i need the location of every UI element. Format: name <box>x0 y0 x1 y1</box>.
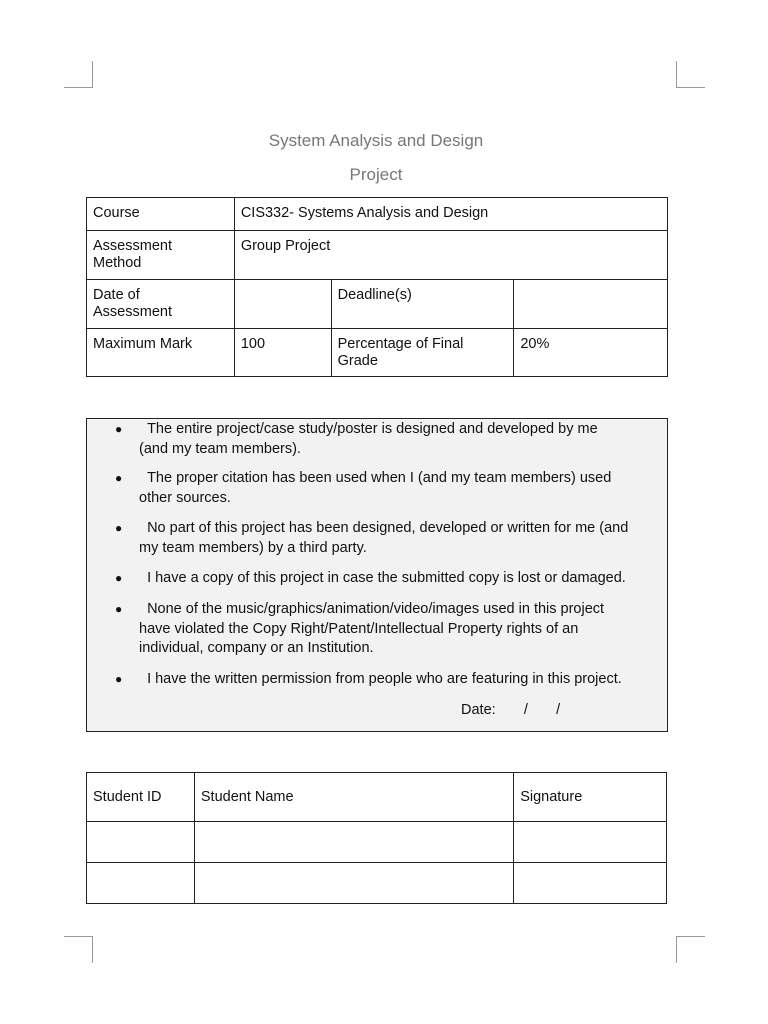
date-label-line-2: Assessment <box>93 304 172 320</box>
date-of-assessment-value[interactable] <box>234 280 331 329</box>
deadline-label: Deadline(s) <box>331 280 514 329</box>
table-row <box>87 198 668 231</box>
crop-mark-top-right <box>676 61 705 88</box>
maximum-mark-label: Maximum Mark <box>87 329 235 377</box>
bullet-icon: ● <box>115 422 123 436</box>
declaration-line: I have a copy of this project in case the submitted copy is lost or damaged. <box>147 570 626 586</box>
declaration-line: other sources. <box>139 489 231 506</box>
date-of-assessment-label <box>87 280 235 329</box>
declaration-line: The proper citation has been used when I (and my team members) used <box>147 470 612 486</box>
assessment-method-label-line-2: Method <box>93 255 142 271</box>
bullet-icon: ● <box>115 571 123 585</box>
table-row <box>87 329 668 377</box>
student-id-cell[interactable] <box>87 822 195 863</box>
table-row <box>87 863 667 904</box>
declaration-line: No part of this project has been designed, developed or written for me (and <box>147 520 629 536</box>
percentage-label <box>331 329 514 377</box>
declaration-box <box>86 418 668 732</box>
signature-header: Signature <box>514 773 667 822</box>
percentage-label-line-1: Percentage of Final <box>337 336 464 352</box>
course-value: CIS332- Systems Analysis and Design <box>234 198 667 231</box>
declaration-line: have violated the Copy Right/Patent/Intellectual Property rights of an <box>139 620 579 637</box>
document-title: System Analysis and Design <box>268 131 484 150</box>
bullet-icon: ● <box>115 471 123 485</box>
students-table <box>86 772 667 904</box>
assessment-method-value: Group Project <box>234 231 667 280</box>
student-id-cell[interactable] <box>87 863 195 904</box>
declaration-line: I have the written permission from people who are featuring in this project. <box>147 671 622 687</box>
student-name-cell[interactable] <box>194 822 513 863</box>
declaration-line: (and my team members). <box>139 440 301 457</box>
crop-mark-bottom-left <box>64 936 93 963</box>
signature-cell[interactable] <box>514 822 667 863</box>
declaration-line: individual, company or an Institution. <box>139 640 374 656</box>
bullet-icon: ● <box>115 672 123 686</box>
table-row <box>87 280 668 329</box>
declaration-line: my team members) by a third party. <box>139 539 367 556</box>
declaration-date[interactable]: Date: / / <box>461 702 561 718</box>
bullet-icon: ● <box>115 602 123 616</box>
assessment-method-label <box>87 231 235 280</box>
table-row <box>87 773 667 822</box>
table-row <box>87 822 667 863</box>
percentage-value: 20% <box>514 329 668 377</box>
table-row <box>87 231 668 280</box>
bullet-icon: ● <box>115 521 123 535</box>
student-id-header: Student ID <box>87 773 195 822</box>
declaration-line: The entire project/case study/poster is designed and developed by me <box>147 421 598 437</box>
declaration-line: None of the music/graphics/animation/video/images used in this project <box>147 601 605 617</box>
assessment-method-label-line-1: Assessment <box>93 238 172 254</box>
deadline-value[interactable] <box>514 280 668 329</box>
signature-cell[interactable] <box>514 863 667 904</box>
crop-mark-top-left <box>64 61 93 88</box>
course-label: Course <box>87 198 235 231</box>
percentage-label-line-2: Grade <box>337 353 378 369</box>
maximum-mark-value: 100 <box>234 329 331 377</box>
crop-mark-bottom-right <box>676 936 705 963</box>
assessment-info-table <box>86 197 668 377</box>
document-subtitle: Project <box>349 165 403 184</box>
student-name-cell[interactable] <box>194 863 513 904</box>
date-label-line-1: Date of <box>93 287 140 303</box>
student-name-header: Student Name <box>194 773 513 822</box>
